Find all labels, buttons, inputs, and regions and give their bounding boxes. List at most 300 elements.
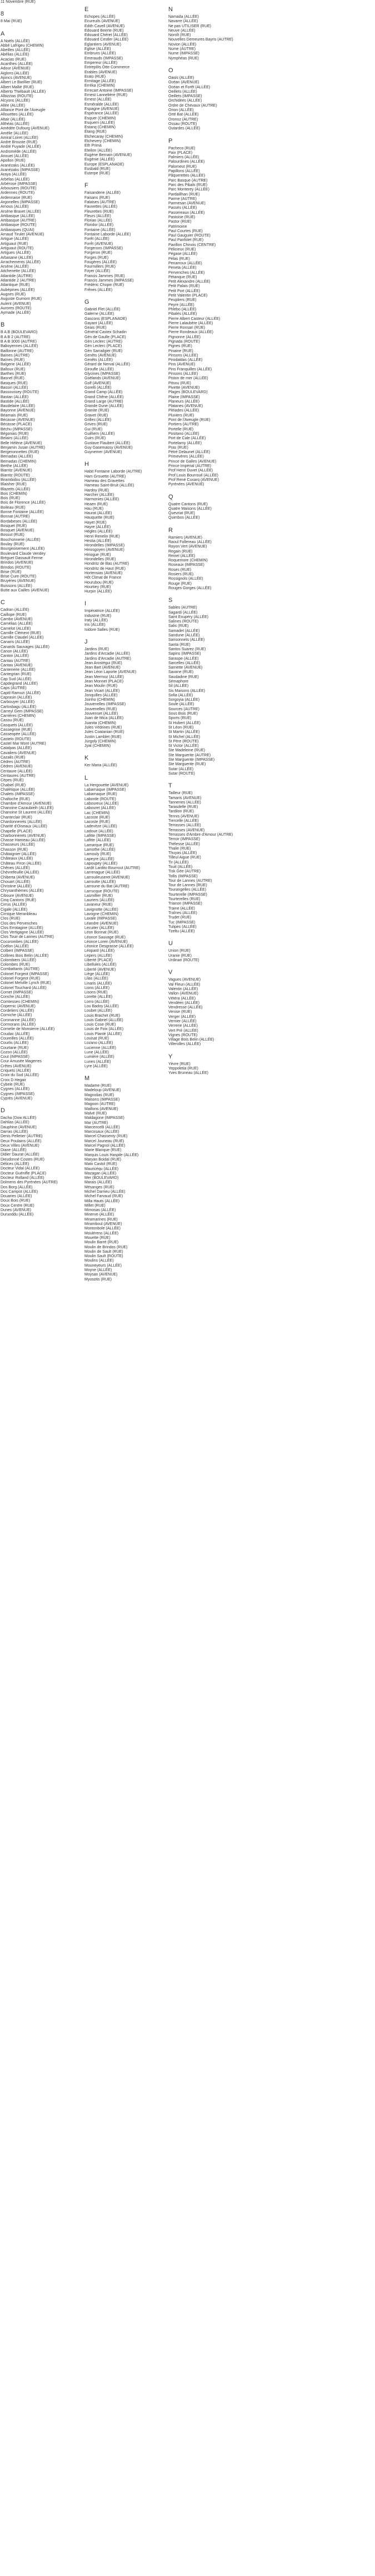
street-entry: Saint Exupéry (ALLÉE): [168, 615, 208, 619]
street-entry: Orchidées (ALLÉE): [168, 99, 202, 103]
street-entry: Laxale (IMPASSE): [84, 917, 117, 921]
street-entry: Verger (ALLÉE): [168, 1015, 196, 1019]
street-entry: Crêtes (AVENUE): [1, 1064, 32, 1068]
street-entry: Hègles (ALLÉE): [84, 530, 113, 534]
street-entry: Orté Bat (ALLÉE): [168, 113, 199, 117]
street-entry: Vignes (ROUTE): [168, 1033, 198, 1037]
street-entry: Henri Renelin (RUE): [84, 534, 120, 539]
street-entry: Tour de Lannes (AUTRE): [168, 878, 212, 883]
street-entry: Maryan Boidal (RUE): [84, 1157, 122, 1162]
street-entry: Cornelie de Monsierre (ALLÉE): [1, 1027, 55, 1032]
street-entry: Ardennaise (RUE): [1, 195, 32, 200]
street-entry: Habit Fontaine Laborde (AUTRE): [84, 470, 142, 474]
street-entry: Jules Coatanian (RUE): [84, 730, 124, 735]
street-entry: Brindos (ROUTE): [1, 565, 31, 570]
street-entry: Camille Claudel (ALLÉE): [1, 636, 44, 640]
street-entry: Clos Errotagine (ALLÉE): [1, 926, 43, 930]
street-entry: Mar (AUTRE): [84, 1121, 108, 1125]
street-entry: Balgerie (ALLÉE): [1, 363, 31, 367]
street-entry: Auguste Gumont (RUE): [1, 297, 42, 302]
street-entry: Chapelle (PLACE): [1, 829, 33, 833]
street-entry: Anouet (ALLÉE): [1, 154, 29, 159]
section-letter: E: [84, 6, 89, 13]
street-entry: Bonne Fontaine (ALLÉE): [1, 510, 44, 514]
street-entry: Coudac (ALLÉE): [1, 1032, 30, 1036]
street-entry: Pierre Ronsari (RUE): [168, 326, 206, 330]
street-entry: Arsène Bravet (ALLÉE): [1, 209, 41, 214]
street-entry: Industrie (RUE): [84, 614, 112, 618]
street-entry: Marcel Jouneau (RUE): [84, 1139, 124, 1143]
street-entry: Euterpe (RUE): [84, 172, 110, 176]
street-entry: Jean Bart (AVENUE): [84, 666, 121, 670]
street-entry: Millet (RUE): [84, 1203, 106, 1208]
street-entry: Pinsons (ALLÉE): [168, 372, 198, 376]
street-entry: Outardes (ALLÉE): [168, 127, 201, 131]
street-entry: Passés (ALLÉE): [168, 206, 197, 210]
street-entry: Thélesse (ALLÉE): [168, 842, 200, 846]
street-entry: Nume (AUTRE): [168, 47, 196, 52]
street-entry: Tiercelle (ALLÉE): [168, 819, 199, 823]
street-entry: Lorro (ALLÉE): [84, 1000, 109, 1004]
street-entry: Hourubou (RUE): [84, 580, 114, 585]
street-entry: Santos Suarez (RUE): [168, 647, 206, 651]
street-entry: Moulérens (ALLÉE): [84, 1231, 119, 1236]
street-entry: Guirs (RUE): [84, 436, 106, 441]
street-entry: Artibasque (AUTRE): [1, 219, 36, 223]
street-entry: Prince Impérial (AUTRE): [168, 464, 212, 469]
street-entry: Moulin Barré (RUE): [84, 1241, 119, 1245]
street-entry: Cygnes (ALLÉE): [1, 1087, 30, 1092]
street-entry: Aiglons (ALLÉE): [1, 71, 29, 76]
section-letter: Y: [168, 1053, 173, 1060]
street-entry: Bouchonnerie (ALLÉE): [1, 538, 41, 542]
street-entry: Bernadas (ALLÉE): [1, 455, 33, 459]
street-entry: Madame (RUE): [84, 1084, 112, 1088]
street-entry: Foyer (ALLÉE): [84, 269, 111, 274]
street-entry: Lavignotte (ALLÉE): [84, 907, 118, 912]
street-entry: Rayon Vert (AVENUE): [168, 545, 207, 549]
street-entry: Marcel Chassenty (RUE): [84, 1134, 128, 1139]
street-entry: Faisanderie (ALLÉE): [84, 191, 121, 195]
street-entry: Lauriers (ALLÉE): [84, 898, 114, 903]
street-entry: Quatre Cantons (RUE): [168, 502, 208, 506]
street-entry: Gabriel Flet (ALLÉE): [84, 307, 121, 312]
street-entry: Bastide (ALLÉE): [1, 399, 29, 404]
street-entry: Catalpas (ALLÉE): [1, 746, 32, 751]
street-entry: Quevriat (RUE): [168, 511, 195, 516]
street-entry: Bonnat (AUTRE): [1, 515, 30, 519]
street-entry: Hauquette (RUE): [84, 516, 114, 520]
street-entry: Hirondelles (IMPASSE): [84, 544, 125, 548]
street-entry: Bassoussey (ROUTE): [1, 390, 39, 395]
street-entry: St Père (ROUTE): [168, 739, 199, 744]
street-entry: Forgeron (RUE): [84, 251, 112, 255]
street-entry: Pétanque (RUE): [168, 275, 197, 279]
street-entry: Yves Bruneau (ALLÉE): [168, 1071, 208, 1076]
street-entry: Hortensias (AVENUE): [84, 571, 123, 575]
street-entry: Falaises (AUTRE): [84, 200, 116, 204]
street-entry: Gorelli (ALLÉE): [84, 385, 112, 390]
street-entry: Dacha (Dow ALLÉE): [1, 1116, 37, 1121]
street-entry: Uranie (RUE): [168, 953, 192, 958]
street-entry: Hestia (ALLÉE): [84, 539, 112, 543]
street-entry: Guilhem (ALLÉE): [84, 431, 115, 436]
street-entry: Délices (ALLÉE): [1, 1162, 29, 1167]
section-letter: F: [84, 182, 88, 189]
street-entry: Vendéen (ALLÉE): [168, 1001, 200, 1005]
street-entry: Carreyl Gem (IMPASSE): [1, 709, 43, 714]
street-entry: Abbé Lafrigeu (CHEMIN): [1, 43, 44, 48]
street-entry: Granite (RUE): [84, 409, 109, 413]
street-entry: Bordabeses (ALLÉE): [1, 519, 37, 524]
street-entry: Léonice Desgrasse (ALLÉE): [84, 945, 134, 949]
street-entry: Terrasses (ALLÉE): [168, 823, 201, 828]
street-entry: Sarcelles (ALLÉE): [168, 661, 201, 665]
letter-section: [168, 68, 288, 132]
street-entry: Eteilon (ALLÉE): [84, 148, 112, 153]
street-entry: Aulent (AVENUE): [1, 302, 31, 306]
street-entry: Lafitte (IMPASSE): [84, 834, 116, 838]
street-entry: Edouard Cestler (ALLÉE): [84, 38, 128, 42]
street-entry: Pirodaldas (ALLÉE): [168, 358, 203, 363]
street-entry: B A B (BOULEVARD): [1, 330, 38, 335]
street-entry: Milla Hauts (ALLÉE): [84, 1199, 120, 1203]
street-entry: Larroutte (ALLÉE): [84, 880, 116, 884]
street-entry: Lecuiter (ALLÉE): [84, 926, 114, 930]
street-entry: Tailleur (RUE): [168, 791, 193, 796]
street-entry: Eusbald (RUE): [84, 167, 111, 171]
street-entry: Chardonnerets (ALLÉE): [1, 820, 42, 824]
street-entry: Atlantide (AUTRE): [1, 274, 33, 278]
street-entry: Genêts (ALLÉE): [84, 358, 113, 363]
street-entry: Tzeltu (ALLÉE): [168, 930, 195, 934]
street-entry: Chalétique (ALLÉE): [1, 787, 35, 792]
street-entry: Pibalés (ALLÉE): [168, 312, 197, 317]
street-entry: Fougères (ALLÉE): [84, 260, 117, 264]
street-entry: Lamouly (RUE): [84, 852, 111, 857]
street-entry: Gén Leclerc (AUTRE): [84, 340, 123, 344]
street-entry: Louis Gabriel (ALLÉE): [84, 1018, 123, 1022]
street-entry: Francis Jammes (IMPASSE): [84, 279, 134, 283]
street-entry: Albizzias (ROUTE): [1, 94, 33, 99]
street-entry: Aurores (ROUTE): [1, 306, 32, 310]
street-entry: Plages (BOULEVARD): [168, 390, 208, 395]
street-entry: Hayre (ALLÉE): [84, 525, 111, 529]
letter-section: [168, 597, 288, 776]
street-entry: Aranézaks (ALLÉE): [1, 163, 35, 168]
street-entry: St Léon (RUE): [168, 725, 194, 730]
street-entry: Arbasane (ALLÉE): [1, 255, 33, 260]
street-entry: Vendresse (ALLÉE): [168, 1006, 203, 1010]
street-entry: Combattants (AUTRE): [1, 967, 40, 972]
street-entry: Village Bois Belin (ALLÉE): [168, 1038, 214, 1042]
street-entry: Francis Jammes (RUE): [84, 274, 125, 278]
street-entry: Comet (IMPASSE): [1, 990, 33, 995]
street-entry: Cybele (RUE): [1, 1082, 25, 1087]
street-entry: Nymphéas (RUE): [168, 56, 199, 61]
street-entry: Pierre Lalaubère (ALLÉE): [168, 321, 213, 325]
street-entry: Pins Franquilles (ALLÉE): [168, 367, 212, 371]
street-entry: Jean Léon Laporte (AVENUE): [84, 670, 137, 675]
section-letter: R: [168, 526, 173, 534]
street-entry: Savane (RUE): [168, 670, 194, 675]
street-entry: Sandune (ALLÉE): [168, 634, 200, 638]
street-entry: Blaisher (RUE): [1, 483, 27, 487]
street-entry: Grilles (ALLÉE): [84, 418, 112, 423]
street-entry: Galerne (ALLÉE): [84, 312, 114, 317]
street-entry: Traînes (ALLÉE): [168, 911, 197, 915]
street-entry: Hiriogue (RUE): [84, 553, 111, 557]
street-entry: Neuve (ALLÉE): [168, 28, 196, 33]
street-entry: Liège (ALLÉE): [84, 972, 110, 976]
street-entry: Val Fleuri (ALLÉE): [168, 982, 201, 987]
street-entry: Sports (RUE): [168, 716, 192, 721]
street-entry: Oeillets (IMPASSE): [168, 94, 202, 99]
street-entry: Didier Daurat (ALLÉE): [1, 1153, 39, 1157]
street-entry: Bégonias (RUE): [1, 431, 29, 436]
street-entry: Petit Valentin (PLACE): [168, 294, 208, 298]
street-entry: Loubet (ALLÉE): [84, 1009, 112, 1013]
street-entry: Dos Campot (ALLÉE): [1, 1189, 38, 1194]
street-entry: Artigues (ALLÉE): [1, 251, 31, 255]
street-entry: Quimbos (ALLÉE): [168, 516, 200, 520]
street-entry: Paul Gauguier (ROUTE): [168, 234, 211, 238]
street-entry: Trudet (RUE): [168, 916, 192, 920]
street-entry: Sables (AUTRE): [168, 606, 197, 610]
street-entry: Frédéric Chopin (RUE): [84, 283, 124, 288]
street-entry: Sous Bois (RUE): [168, 712, 198, 716]
street-entry: Malvé (RUE): [84, 1111, 107, 1116]
street-entry: Floridor (ALLÉE): [84, 223, 114, 228]
street-entry: Peyre (ALLÉE): [168, 303, 194, 307]
street-entry: Michel Darrieu (ALLÉE): [84, 1189, 126, 1194]
street-entry: Jonquilles (ALLÉE): [84, 693, 118, 697]
street-entry: Grives (RUE): [84, 423, 108, 427]
street-entry: Coronanne (ALLÉE): [1, 1018, 36, 1022]
letter-section: [168, 783, 288, 934]
street-entry: Léandre (AVENUE): [84, 921, 118, 926]
street-entry: Clos Vertigagne (ALLÉE): [1, 931, 44, 935]
street-entry: Labouret (ALLÉE): [84, 806, 116, 811]
street-entry: Pastor (RUE): [168, 220, 192, 224]
street-entry: Bosquet (RUE): [1, 524, 27, 528]
street-entry: Léopard (ALLÉE): [84, 949, 115, 953]
street-entry: Cormorans (ALLÉE): [1, 1023, 36, 1027]
street-entry: Hiriosgoyen (AVENUE): [84, 548, 124, 553]
street-entry: Corniche (ALLÉE): [1, 1013, 32, 1018]
street-entry: B A B 3000 (AUTRE): [1, 340, 37, 344]
street-entry: St Victor (ALLÉE): [168, 744, 199, 749]
street-entry: Duruoddu (ALLÉE): [1, 1213, 34, 1217]
street-entry: Baudelaire (ALLÉE): [1, 404, 35, 409]
street-entry: Vallon (AVENUE): [168, 992, 198, 996]
street-entry: Faisans (RUE): [84, 195, 110, 200]
street-entry: Cantau (AUTRE): [1, 659, 30, 663]
street-entry: Prof Louis Bourrouil (ALLÉE): [168, 473, 218, 478]
street-entry: Amiral Loiret (ALLÉE): [1, 135, 38, 140]
street-entry: Ste Madeleine (RUE): [168, 749, 206, 753]
street-entry: Salines (ROUTE): [168, 620, 199, 624]
street-entry: Lafitte (ALLÉE): [84, 838, 111, 843]
street-entry: Arbérose (IMPASSE): [1, 182, 37, 186]
street-entry: Louis Planté (ALLÉE): [84, 1032, 122, 1036]
street-entry: Iraty (ALLÉE): [84, 619, 108, 623]
letter-section: [168, 138, 288, 488]
street-entry: Terroir (IMPASSE): [168, 837, 201, 842]
street-entry: Moulin de Sault (RUE): [84, 1249, 123, 1254]
street-entry: Mésanges (RUE): [84, 1185, 114, 1189]
street-entry: Cozon (ALLÉE): [1, 1050, 28, 1054]
street-entry: Deux Poulains (ALLÉE): [1, 1139, 42, 1143]
street-entry: Docteur Rolland (ALLÉE): [1, 1176, 44, 1180]
street-entry: Oasis (ALLÉE): [168, 76, 194, 80]
street-entry: Caillope (RUE): [1, 612, 27, 617]
street-entry: Charbonnerets (AVENUE): [1, 833, 46, 838]
street-entry: Jean Arostégui (RUE): [84, 661, 122, 665]
section-letter: H: [84, 461, 89, 468]
street-entry: Hondritz de Bas (AUTRE): [84, 562, 129, 566]
street-entry: Vernier (ALLÉE): [168, 1020, 197, 1023]
street-entry: Saraspe (ALLÉE): [168, 656, 199, 661]
street-entry: Roseaux (IMPASSE): [168, 563, 204, 568]
street-entry: Cap Sud (ALLÉE): [1, 677, 32, 681]
street-entry: Geais (RUE): [84, 326, 107, 330]
street-entry: Fauvettes (ALLÉE): [84, 205, 118, 209]
street-entry: Sarriette (AVENUE): [168, 666, 203, 670]
street-entry: Dunes (AVENUE): [1, 1208, 32, 1213]
letter-section: [84, 1076, 204, 1282]
street-entry: Colonel Forgeot (IMPASSE): [1, 972, 49, 976]
street-entry: Impératrice (ALLÉE): [84, 609, 120, 614]
street-entry: Saudadine (RUE): [168, 675, 199, 679]
street-entry: Embruns (ALLÉE): [84, 52, 116, 56]
street-entry: Pinaine (RUE): [168, 349, 193, 353]
street-entry: Mouette (RUE): [84, 1236, 111, 1240]
street-entry: Erables (AVENUE): [84, 70, 117, 74]
street-entry: Alcyons (ALLÉE): [1, 99, 30, 103]
street-entry: Valentin (ALLÉE): [168, 987, 198, 991]
street-entry: Lac (CHEMIN): [84, 811, 110, 815]
street-entry: Pierre Rondeaux (ALLÉE): [168, 330, 213, 335]
street-entry: Camélias (ALLÉE): [1, 622, 33, 626]
street-entry: Cour Amusée Magerres: [1, 1059, 42, 1064]
street-entry: Larroune du Bat (AUTRE): [84, 885, 129, 889]
street-entry: Tuc (IMPASSE): [168, 920, 196, 925]
street-entry: Eglise (ALLÉE): [84, 47, 111, 52]
street-entry: Florian (ALLÉE): [84, 219, 112, 223]
street-entry: Cadran (ALLÉE): [1, 608, 29, 612]
street-entry: Cirnique Meranbleau: [1, 912, 37, 916]
street-entry: Bourgeoisement (ALLÉE): [1, 547, 45, 551]
street-entry: Arrachements (ALLÉE): [1, 260, 41, 264]
street-entry: Pléiades (ALLÉE): [168, 409, 199, 413]
street-entry: Mimosas (ALLÉE): [84, 1208, 116, 1213]
street-entry: Errecart Antoine (IMPASSE): [84, 88, 133, 93]
street-entry: Frênes (ALLÉE): [84, 288, 113, 292]
street-entry: Linaris (ALLÉE): [84, 981, 112, 986]
street-entry: Chasse Hameau (ALLÉE): [1, 838, 46, 843]
street-entry: Piston de mer (ALLÉE): [168, 376, 208, 381]
street-entry: Jean Moulin (RUE): [84, 684, 118, 689]
street-entry: Eth Prima: [84, 144, 102, 148]
street-entry: Chabiel (RUE): [1, 783, 26, 787]
street-entry: Magoon (AUTRE): [84, 1102, 116, 1107]
street-entry: Sil (ALLÉE): [168, 684, 189, 689]
street-entry: Cèdres (AUTRE): [1, 760, 30, 765]
letter-section: [168, 941, 288, 963]
street-entry: St Martin (ALLÉE): [168, 730, 200, 735]
street-entry: Gén Leclerc (PLACE): [84, 344, 122, 349]
street-entry: Mato Castol (RUE): [84, 1162, 117, 1167]
street-entry: Rosiers (RUE): [168, 573, 194, 577]
street-entry: Rouges Gorges (ALLÉE): [168, 586, 212, 590]
street-entry: Erato (RUE): [84, 74, 106, 79]
street-entry: Chasson (RUE): [1, 847, 28, 852]
street-entry: Ste Marguerite (IMPASSE): [168, 758, 215, 762]
street-entry: Chasseurs (ALLÉE): [1, 843, 35, 847]
street-entry: Jyat (CHEMIN): [84, 744, 111, 749]
street-entry: Pitsou (RUE): [168, 381, 191, 385]
street-entry: Lyre (ALLÉE): [84, 1064, 108, 1068]
street-entry: Aitchenette (ALLÉE): [1, 269, 36, 274]
street-entry: Béarnais (RUE): [1, 413, 28, 418]
street-entry: Centaures (AUTRE): [1, 774, 36, 779]
street-entry: Artiguaut (ROUTE): [1, 246, 34, 250]
street-entry: Prince de Galles (AVENUE): [168, 459, 217, 464]
street-entry: Dolmens des Pyrénées (AUTRE): [1, 1181, 58, 1185]
street-entry: Entrepôts Otte Commerce: [84, 66, 130, 70]
street-entry: Lisons (RUE): [84, 991, 108, 995]
street-entry: Harmonies (ALLÉE): [84, 498, 119, 502]
street-entry: Jardins d'Arcadie (ALLÉE): [84, 652, 130, 656]
street-entry: Sofia (ALLÉE): [168, 693, 193, 697]
street-entry: Santa (RUE): [168, 642, 191, 647]
street-entry: Bergeronnettes (RUE): [1, 450, 39, 455]
street-entry: Cantenerie (ALLÉE): [1, 668, 36, 672]
street-entry: Nume (IMPASSE): [168, 52, 199, 56]
street-entry: Moulin Sault (ROUTE): [84, 1254, 123, 1259]
street-entry: Hirondelles (RUE): [84, 558, 116, 562]
letter-section: [168, 7, 288, 61]
street-entry: Paul Panfolet (RUE): [168, 238, 204, 243]
street-entry: Traine (ALLÉE): [168, 906, 195, 911]
street-entry: Echopes (ALLÉE): [84, 15, 116, 19]
street-entry: Courlis (ALLÉE): [1, 1041, 29, 1046]
street-entry: Léon Bonnat (RUE): [84, 931, 119, 935]
street-entry: Aranézaks (IMPASSE): [1, 168, 40, 172]
street-entry: Sapins (IMPASSE): [168, 652, 201, 656]
street-entry: Cocorombes (ALLÉE): [1, 940, 39, 944]
street-entry: Dieudonné Costes (RUE): [1, 1157, 44, 1162]
street-entry: Pignes (RUE): [168, 344, 192, 349]
street-entry: Ordre de Chevaux (AUTRE): [168, 103, 217, 108]
street-entry: Giroufle (ALLÉE): [84, 367, 114, 371]
street-entry: Fourmillers (RUE): [84, 265, 116, 269]
street-entry: Marcosaux (ALLÉE): [84, 1130, 119, 1134]
street-entry: Parc Monterey (ALLÉE): [168, 188, 209, 192]
street-entry: Bossut (RUE): [1, 533, 24, 538]
street-entry: Jules Védrines (RUE): [84, 725, 122, 730]
street-entry: Lamothe (ALLÉE): [84, 847, 116, 852]
street-entry: Fleurs (ALLÉE): [84, 214, 111, 218]
street-entry: Chênes (ALLÉE): [1, 866, 30, 870]
street-entry: Océan (AVENUE): [168, 81, 199, 85]
street-entry: Capdegrand (ALLÉE): [1, 682, 38, 686]
street-entry: Buissons (ALLÉE): [1, 584, 32, 588]
street-entry: Palmiers (ALLÉE): [168, 155, 199, 160]
street-entry: Lacoste (RUE): [84, 815, 110, 820]
street-entry: Butte aux Cailles (AVENUE): [1, 589, 49, 593]
